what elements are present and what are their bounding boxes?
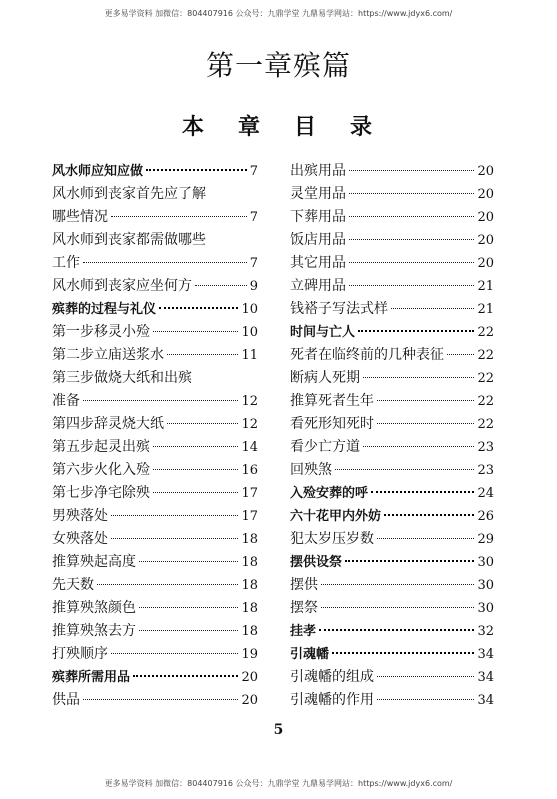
- toc-entry: [52, 459, 258, 482]
- toc-entry-page: 22: [477, 325, 494, 340]
- toc-left-column: [52, 160, 258, 712]
- toc-entry-label: 第一步移灵小殓: [52, 324, 150, 340]
- toc-entry-label: 第二步立庙送浆水: [52, 347, 164, 363]
- toc-entry: [52, 252, 258, 275]
- toc-entry-page: 26: [477, 509, 494, 524]
- toc-entry-page: 14: [241, 440, 258, 455]
- toc-entry-page: 18: [241, 578, 258, 593]
- toc-entry: [52, 275, 258, 298]
- dot-leader: [195, 285, 247, 286]
- toc-entry-page: 30: [477, 578, 494, 593]
- toc-entry-page: 17: [241, 486, 258, 501]
- toc-entry-page: 20: [477, 210, 494, 225]
- toc-entry-label: 准备: [52, 393, 80, 409]
- toc-entry-label: 灵堂用品: [290, 186, 346, 202]
- dot-leader: [321, 607, 474, 608]
- toc-entry-label: 推算殃起高度: [52, 554, 136, 570]
- toc-entry: [52, 183, 258, 206]
- toc-entry: [290, 229, 494, 252]
- toc-entry-label: 风水师应知应做: [52, 164, 144, 179]
- toc-entry-label: 第六步火化入殓: [52, 462, 150, 478]
- toc-heading-char: 本: [182, 115, 205, 140]
- toc-entry-label: 推算死者生年: [290, 393, 374, 409]
- toc-entry-page: 18: [241, 532, 258, 547]
- toc-entry-page: 19: [241, 647, 258, 662]
- toc-entry-label: 打殃顺序: [52, 646, 108, 662]
- toc-entry-page: 20: [241, 670, 258, 685]
- toc-entry: [290, 666, 494, 689]
- toc-entry: [290, 551, 494, 574]
- toc-entry-label: 钱褡子写法式样: [290, 301, 388, 317]
- toc-entry: [52, 321, 258, 344]
- toc-entry: [290, 252, 494, 275]
- toc-entry: [52, 574, 258, 597]
- toc-entry-label: 先天数: [52, 577, 94, 593]
- toc-entry-page: 21: [477, 279, 494, 294]
- toc-entry-label: 推算殃煞颜色: [52, 600, 136, 616]
- page-number: 5: [273, 722, 284, 738]
- toc-entry-label: 引魂幡: [290, 647, 330, 662]
- dot-leader: [349, 239, 474, 240]
- dot-leader: [371, 491, 474, 493]
- toc-entry-page: 32: [477, 624, 494, 639]
- toc-entry-label: 引魂幡的组成: [290, 669, 374, 685]
- toc-entry-page: 34: [477, 647, 494, 662]
- toc-entry-label: 供品: [52, 692, 80, 708]
- toc-entry-label: 第五步起灵出殡: [52, 439, 150, 455]
- toc-entry: [290, 275, 494, 298]
- dot-leader: [349, 170, 474, 171]
- toc-entry-label: 风水师到丧家应坐何方: [52, 278, 192, 294]
- toc-entry-label: 立碑用品: [290, 278, 346, 294]
- toc-entry: [52, 551, 258, 574]
- toc-entry-label: 摆供设祭: [290, 555, 343, 570]
- dot-leader: [321, 584, 474, 585]
- toc-entry-page: 22: [477, 371, 494, 386]
- toc-entry-page: 23: [477, 463, 494, 478]
- toc-entry-page: 18: [241, 601, 258, 616]
- toc-entry-label: 殡葬所需用品: [52, 670, 131, 685]
- toc-entry: [290, 574, 494, 597]
- dot-leader: [349, 193, 474, 194]
- toc-entry-page: 21: [477, 302, 494, 317]
- dot-leader: [391, 308, 474, 309]
- toc-entry-page: 22: [477, 394, 494, 409]
- dot-leader: [363, 446, 474, 447]
- toc-entry: [290, 689, 494, 712]
- toc-entry-page: 7: [249, 164, 258, 179]
- toc-entry-label: 第七步净宅除殃: [52, 485, 150, 501]
- toc-entry-page: 24: [477, 486, 494, 501]
- dot-leader: [153, 331, 238, 332]
- dot-leader: [363, 377, 474, 378]
- toc-entry-page: 10: [241, 325, 258, 340]
- toc-entry-label: 六十花甲内外妨: [290, 509, 382, 524]
- dot-leader: [139, 630, 238, 631]
- toc-entry: [290, 620, 494, 643]
- dot-leader: [335, 469, 474, 470]
- toc-entry-label: 断病人死期: [290, 370, 360, 386]
- toc-entry-label: 摆祭: [290, 600, 318, 616]
- dot-leader: [167, 423, 238, 424]
- dot-leader: [377, 699, 474, 700]
- toc-entry-label: 引魂幡的作用: [290, 692, 374, 708]
- toc-heading: [182, 110, 372, 141]
- toc-entry: [52, 597, 258, 620]
- toc-entry: [290, 413, 494, 436]
- toc-entry: [290, 206, 494, 229]
- toc-entry-label: 看少亡方道: [290, 439, 360, 455]
- toc-heading-char: 录: [349, 115, 372, 140]
- toc-entry-page: 12: [241, 417, 258, 432]
- top-watermark: 更多易学资料 加微信：804407916 公众号：九鼎学堂 九鼎易学网站：https://www.jdyx6.com/: [104, 9, 453, 18]
- toc-entry: [290, 321, 494, 344]
- toc-entry: [290, 436, 494, 459]
- toc-entry: [290, 528, 494, 551]
- toc-entry-page: 20: [477, 187, 494, 202]
- bottom-watermark: 更多易学资料 加微信：804407916 公众号：九鼎学堂 九鼎易学网站：https://www.jdyx6.com/: [104, 779, 453, 788]
- toc-entry-label: 第三步做烧大纸和出殡: [52, 370, 192, 386]
- dot-leader: [345, 560, 474, 562]
- toc-entry-page: 30: [477, 555, 494, 570]
- toc-entry-page: 12: [241, 394, 258, 409]
- toc-entry: [52, 482, 258, 505]
- dot-leader: [153, 492, 238, 493]
- toc-entry-page: 29: [477, 532, 494, 547]
- dot-leader: [167, 354, 238, 355]
- toc-entry-label: 犯太岁压岁数: [290, 531, 374, 547]
- dot-leader: [349, 216, 474, 217]
- toc-entry: [52, 206, 258, 229]
- toc-entry-page: 11: [241, 348, 258, 363]
- toc-entry-page: 22: [477, 348, 494, 363]
- toc-entry-page: 18: [241, 624, 258, 639]
- toc-entry: [52, 298, 258, 321]
- toc-entry-label: 摆供: [290, 577, 318, 593]
- dot-leader: [83, 400, 238, 401]
- dot-leader: [447, 354, 474, 355]
- toc-entry: [52, 344, 258, 367]
- toc-entry: [290, 459, 494, 482]
- dot-leader: [319, 629, 474, 631]
- dot-leader: [349, 262, 474, 263]
- toc-entry-page: 20: [241, 693, 258, 708]
- toc-entry-page: 7: [249, 210, 258, 225]
- dot-leader: [153, 469, 238, 470]
- toc-entry: [52, 413, 258, 436]
- toc-entry-label: 风水师到丧家都需做哪些: [52, 232, 206, 248]
- toc-entry-label: 风水师到丧家首先应了解: [52, 186, 206, 202]
- toc-entry-label: 其它用品: [290, 255, 346, 271]
- toc-entry-label: 时间与亡人: [290, 325, 356, 340]
- toc-entry-label: 哪些情况: [52, 209, 108, 225]
- dot-leader: [349, 285, 474, 286]
- toc-entry-label: 推算殃煞去方: [52, 623, 136, 639]
- toc-entry-label: 死者在临终前的几种表征: [290, 347, 444, 363]
- toc-entry: [290, 482, 494, 505]
- toc-entry-page: 34: [477, 693, 494, 708]
- dot-leader: [358, 330, 474, 332]
- toc-entry-page: 18: [241, 555, 258, 570]
- toc-entry-page: 23: [477, 440, 494, 455]
- toc-entry: [52, 160, 258, 183]
- toc-entry-label: 男殃落处: [52, 508, 108, 524]
- toc-entry: [52, 666, 258, 689]
- toc-entry-label: 女殃落处: [52, 531, 108, 547]
- toc-entry-page: 9: [249, 279, 258, 294]
- chapter-title: 第一章殡篇: [205, 49, 351, 82]
- dot-leader: [83, 699, 238, 700]
- toc-entry: [290, 298, 494, 321]
- dot-leader: [139, 607, 238, 608]
- toc-entry-label: 第四步辞灵烧大纸: [52, 416, 164, 432]
- dot-leader: [111, 538, 238, 539]
- toc-entry-page: 20: [477, 256, 494, 271]
- dot-leader: [97, 584, 238, 585]
- dot-leader: [332, 652, 474, 654]
- toc-entry: [52, 689, 258, 712]
- toc-entry-page: 16: [241, 463, 258, 478]
- toc-entry-page: 20: [477, 233, 494, 248]
- toc-entry: [290, 183, 494, 206]
- toc-entry: [52, 505, 258, 528]
- dot-leader: [133, 675, 238, 677]
- dot-leader: [111, 653, 238, 654]
- toc-entry-page: 10: [241, 302, 258, 317]
- toc-entry-page: 22: [477, 417, 494, 432]
- dot-leader: [111, 515, 238, 516]
- dot-leader: [384, 514, 474, 516]
- toc-entry: [290, 390, 494, 413]
- toc-entry-page: 17: [241, 509, 258, 524]
- toc-entry-label: 工作: [52, 255, 80, 271]
- toc-entry: [290, 367, 494, 390]
- toc-entry: [290, 344, 494, 367]
- dot-leader: [153, 446, 238, 447]
- dot-leader: [377, 400, 474, 401]
- toc-entry: [290, 597, 494, 620]
- dot-leader: [146, 169, 247, 171]
- dot-leader: [111, 216, 247, 217]
- toc-right-column: [290, 160, 494, 712]
- toc-entry: [52, 436, 258, 459]
- toc-entry: [52, 367, 258, 390]
- dot-leader: [377, 538, 474, 539]
- toc-entry-label: 看死形知死时: [290, 416, 374, 432]
- dot-leader: [377, 676, 474, 677]
- toc-entry: [52, 229, 258, 252]
- dot-leader: [159, 307, 238, 309]
- toc-entry-page: 30: [477, 601, 494, 616]
- toc-entry-label: 回殃煞: [290, 462, 332, 478]
- toc-entry-page: 7: [249, 256, 258, 271]
- toc-entry-page: 34: [477, 670, 494, 685]
- toc-entry-label: 殡葬的过程与礼仪: [52, 302, 157, 317]
- toc-entry-label: 入殓安葬的呼: [290, 486, 369, 501]
- toc-entry: [290, 505, 494, 528]
- toc-entry-label: 饭店用品: [290, 232, 346, 248]
- toc-heading-char: 目: [293, 115, 316, 140]
- dot-leader: [83, 262, 247, 263]
- dot-leader: [377, 423, 474, 424]
- toc-entry-label: 出殡用品: [290, 163, 346, 179]
- dot-leader: [139, 561, 238, 562]
- toc-heading-char: 章: [237, 115, 260, 140]
- toc-entry: [290, 160, 494, 183]
- toc-entry: [290, 643, 494, 666]
- toc-entry: [52, 528, 258, 551]
- toc-entry: [52, 390, 258, 413]
- toc-entry-page: 20: [477, 164, 494, 179]
- toc-entry: [52, 643, 258, 666]
- toc-entry: [52, 620, 258, 643]
- toc-entry-label: 下葬用品: [290, 209, 346, 225]
- toc-entry-label: 挂孝: [290, 624, 317, 639]
